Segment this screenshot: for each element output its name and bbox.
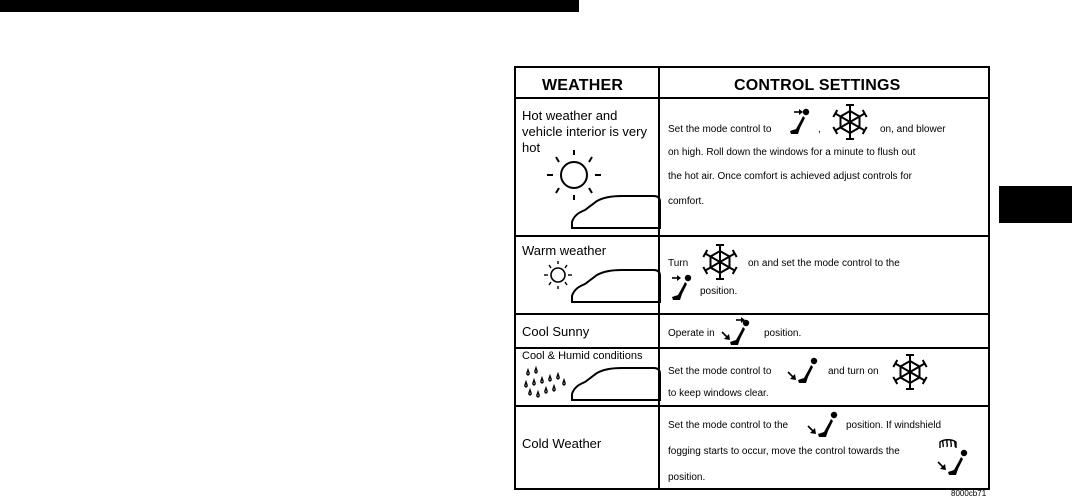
row5-text-line2: fogging starts to occur, move the control towards the (668, 446, 900, 457)
climate-settings-table (514, 66, 990, 490)
row4-text-line2: to keep windows clear. (668, 388, 769, 399)
defrost-icon (932, 436, 972, 478)
row4-text-line1a: Set the mode control to (668, 366, 772, 377)
row3-text-operate: Operate in (668, 328, 715, 339)
panel-vent-mode-icon (670, 272, 698, 302)
row-divider (516, 235, 988, 237)
header-control-settings: CONTROL SETTINGS (734, 77, 901, 94)
floor-mode-icon (788, 354, 822, 388)
row1-text-line2: on high. Roll down the windows for a minute to flush out (668, 147, 916, 158)
row1-text-comma: , (818, 124, 821, 135)
row1-text-line1c: on, and blower (880, 124, 946, 135)
row2-text-position: position. (700, 286, 738, 297)
row2-text-turn: Turn (668, 258, 689, 269)
weather-label-cool-sunny: Cool Sunny (522, 324, 590, 339)
row5-text-line1a: Set the mode control to the (668, 420, 789, 431)
figure-id: 8000cb71 (951, 489, 987, 498)
weather-label-cold: Cold Weather (522, 436, 602, 451)
weather-label-warm: Warm weather (522, 243, 607, 258)
snowflake-ac-icon (910, 372, 950, 412)
car-interior-icon (572, 368, 662, 402)
header-weather: WEATHER (542, 77, 624, 94)
row-divider (516, 313, 988, 315)
bilevel-mode-icon (722, 316, 756, 348)
row1-text-line4: comfort. (668, 196, 705, 207)
floor-mode-icon (808, 408, 842, 442)
car-interior-icon (572, 196, 662, 230)
row3-text-position: position. (764, 328, 802, 339)
row5-text-line1b: position. If windshield (846, 420, 942, 431)
panel-vent-mode-icon (786, 106, 814, 136)
top-rule-bar (0, 0, 579, 12)
row1-text-line3: the hot air. Once comfort is achieved adjust controls for (668, 171, 913, 182)
section-tab-marker (999, 186, 1072, 223)
car-interior-icon (572, 270, 662, 304)
row-divider (516, 97, 988, 99)
weather-label-hot: Hot weather and vehicle interior is very hot (522, 108, 647, 155)
raindrops-icon (524, 368, 574, 404)
row5-text-line3: position. (668, 472, 706, 483)
row2-text-line1b: on and set the mode control to the (748, 258, 900, 269)
weather-label-cool-humid: Cool & Humid conditions (522, 350, 643, 362)
row1-text-line1a: Set the mode control to (668, 124, 772, 135)
row4-text-turn-on: and turn on (828, 366, 879, 377)
